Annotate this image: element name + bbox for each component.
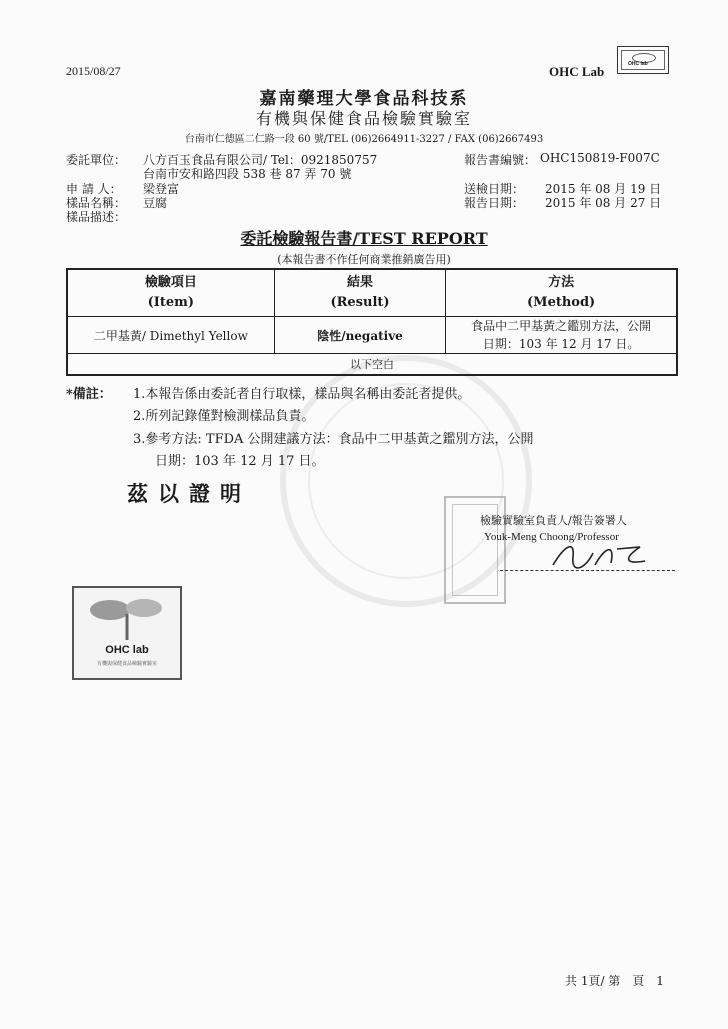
- applicant-value: 梁登富: [143, 182, 180, 196]
- report-date-label: 報告日期：: [464, 196, 525, 210]
- report-title: [0, 226, 728, 249]
- submit-date-label: 送檢日期：: [464, 182, 525, 196]
- page-number: 共 1頁/ 第 頁 1: [565, 974, 664, 988]
- report-title-text: 委託檢驗報告書/TEST REPORT: [240, 229, 488, 248]
- cell-method: 食品中二甲基黃之鑑別方法，公開 日期：103 年 12 月 17 日。: [446, 317, 677, 354]
- cell-item: 二甲基黃/ Dimethyl Yellow: [67, 317, 274, 354]
- remarks-label: *備註：: [66, 387, 112, 402]
- table-blank-row: [67, 354, 677, 376]
- certification-text: 茲以證明: [127, 481, 251, 506]
- table-header-row: [67, 269, 677, 317]
- report-note: (本報告書不作任何商業推銷廣告用): [277, 253, 451, 266]
- table-row: [67, 317, 677, 354]
- sample-name-value: 豆腐: [143, 196, 168, 210]
- remark-item: 1.本報告係由委託者自行取樣，樣品與名稱由委託者提供。: [133, 387, 471, 402]
- plant-icon: [74, 588, 180, 644]
- logo-large-subtext: 有機與保健食品檢驗實驗室: [96, 661, 157, 667]
- cell-result: 陰性/negative: [274, 317, 446, 354]
- signer-title: 檢驗實驗室負責人/報告簽署人: [480, 514, 627, 527]
- signature-line: [500, 570, 675, 571]
- header-result: 結果 (Result): [274, 269, 446, 317]
- remark-item: 3.參考方法: TFDA 公開建議方法：食品中二甲基黃之鑑別方法，公開: [133, 432, 534, 447]
- lab-logo-small: [617, 46, 669, 74]
- results-table: [66, 268, 678, 376]
- university-name: 嘉南藥理大學食品科技系: [259, 89, 469, 109]
- handwritten-signature: [545, 535, 655, 575]
- lab-short-name: OHC Lab: [549, 64, 605, 79]
- report-date-value: 2015 年 08 月 27 日: [545, 196, 662, 210]
- report-print-date: 2015/08/27: [66, 64, 121, 78]
- header-method: 方法 (Method): [446, 269, 677, 317]
- applicant-label: 申 請 人：: [66, 182, 122, 196]
- lab-full-name: 有機與保健食品檢驗實驗室: [255, 109, 472, 128]
- logo-large-text: OHC lab: [105, 644, 149, 656]
- blank-note: 以下空白: [67, 354, 677, 376]
- sample-name-label: 樣品名稱：: [66, 196, 127, 210]
- client-address: 台南市安和路四段 538 巷 87 弄 70 號: [143, 167, 352, 181]
- submit-date-value: 2015 年 08 月 19 日: [545, 182, 662, 196]
- signer-name: Youk-Meng Choong/Professor: [484, 531, 619, 543]
- lab-logo-large: [72, 586, 182, 680]
- remark-item: 2.所列記錄僅對檢測樣品負責。: [133, 409, 315, 424]
- client-label: 委託單位：: [66, 153, 127, 167]
- remark-item-continued: 日期：103 年 12 月 17 日。: [155, 454, 325, 469]
- header-item: 檢驗項目 (Item): [67, 269, 274, 317]
- logo-text: OHC lab: [628, 61, 648, 67]
- client-value: 八方百玉食品有限公司/ Tel：0921850757: [143, 153, 378, 167]
- lab-address: 台南市仁德區二仁路一段 60 號/TEL (06)2664911-3227 / FAX (06)2667493: [184, 134, 544, 145]
- sample-desc-label: 樣品描述：: [66, 210, 127, 224]
- report-no-label: 報告書編號：: [464, 153, 537, 167]
- report-no-value: OHC150819-F007C: [540, 151, 660, 165]
